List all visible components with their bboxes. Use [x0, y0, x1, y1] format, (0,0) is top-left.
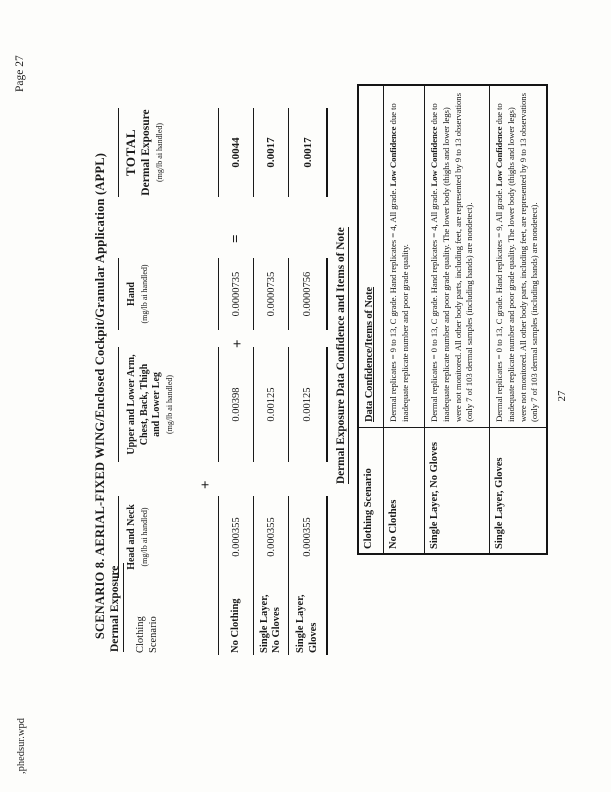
equals-operator: =	[228, 234, 244, 243]
column-header	[118, 496, 218, 578]
page-header: Page 27	[14, 55, 26, 92]
scenario-label-line: Single Layer,	[295, 594, 307, 653]
exposure-value-cell: 0.000355	[218, 496, 253, 578]
scenario-cell: Single Layer, Gloves	[490, 427, 546, 553]
unit-label: (mg/lb ai handled)	[164, 374, 174, 435]
unit-label: (mg/lb ai handled)	[139, 264, 149, 324]
header-line: TOTAL	[123, 128, 138, 177]
scenario-cell: No Clothes	[384, 427, 424, 553]
total-value-cell: 0.0017	[253, 108, 288, 197]
header-line: Scenario	[148, 616, 160, 653]
exposure-value-cell: 0.0000735	[218, 258, 253, 330]
column-header	[118, 108, 218, 197]
file-name-stamp: ,phedsur.wpd	[16, 718, 27, 774]
total-value-cell: 0.0017	[288, 108, 326, 197]
scenario-label-cell	[218, 578, 253, 655]
header-line: Upper and Lower Arm,	[126, 354, 137, 455]
notes-row	[424, 86, 489, 553]
exposure-value-cell: 0.00125	[253, 347, 288, 462]
header-line: and Lower Leg	[151, 372, 162, 437]
note-cell: Dermal replicates = 9 to 13, C grade. Hand replicates = 4, All grade. Low Confidence due to inadequate replicate number and poor grade quality.	[388, 103, 410, 422]
notes-row	[489, 86, 546, 553]
column-upper-lower-body	[118, 347, 328, 462]
header-line: Chest, Back, Thigh	[138, 363, 150, 446]
scenario-cell: Single Layer, No Gloves	[425, 427, 489, 553]
page-number: 27	[556, 390, 568, 402]
unit-label: (mg/lb ai handled)	[154, 122, 164, 183]
document-title: SCENARIO 8. AERIAL-FIXED WING/Enclosed Cockpit/Granular Application (APPL)	[93, 152, 107, 640]
column-clothing-scenario	[118, 578, 328, 655]
scenario-label-line: No Clothing	[229, 598, 241, 653]
plus-operator: +	[198, 480, 214, 489]
header-line: Hand	[126, 282, 137, 306]
column-total-dermal-exposure	[118, 108, 328, 197]
dermal-exposure-table	[118, 98, 328, 655]
exposure-value-cell: 0.00398	[218, 347, 253, 462]
scenario-label-cell	[288, 578, 326, 655]
unit-label: (mg/lb ai handled)	[139, 507, 149, 567]
exposure-value-cell: 0.000355	[253, 496, 288, 578]
column-hand	[118, 258, 328, 330]
scenario-label-line: Single Layer,	[258, 594, 270, 653]
exposure-value-cell: 0.0000735	[253, 258, 288, 330]
scenario-label-line: No Gloves	[271, 607, 282, 653]
exposure-value-cell: 0.00125	[288, 347, 326, 462]
plus-operator: +	[230, 339, 246, 348]
header-line: Head and Neck	[126, 504, 137, 570]
section-label: Dermal Exposure	[109, 563, 124, 652]
scenario-label-cell	[253, 578, 288, 655]
column-head-and-neck	[118, 496, 328, 578]
header-line: Dermal Exposure	[140, 109, 153, 196]
total-value-cell: 0.0044	[218, 108, 253, 197]
header-line: Clothing	[135, 616, 146, 653]
scenario-label-line: Gloves	[307, 622, 319, 653]
column-header	[118, 578, 218, 655]
note-cell: Dermal replicates = 0 to 13, C grade. Hand replicates = 4, All grade. Low Confidence due to inadequate replicate number and poor grade quality. The lower body (thighs and lower legs) were not monitored. All other body parts, including feet, are represented by 9 to 13 observations (only 7 of 103 dermal samples (including hands) are nondetect).	[429, 93, 475, 422]
notes-col1-header: Clothing Scenario	[359, 427, 383, 553]
notes-header-row	[359, 86, 383, 553]
notes-col2-header: Data Confidence/Items of Note	[364, 286, 375, 422]
column-header	[118, 347, 218, 462]
exposure-value-cell: 0.000355	[288, 496, 326, 578]
notes-row	[383, 86, 424, 553]
column-header	[118, 258, 218, 330]
notes-table-title: Dermal Exposure Data Confidence and Items of Note	[335, 227, 347, 484]
data-confidence-table	[357, 84, 548, 555]
note-cell: Dermal replicates = 0 to 13, C grade. Hand replicates = 9, All grade. Low Confidence due to inadequate replicate number and poor grade quality. The lower body (thighs and lower legs) were not monitored. All other body parts, including feet, are represented by 9 to 13 observations (only 7 of 103 dermal samples (including hands) are nondetect).	[494, 93, 540, 422]
exposure-value-cell: 0.0000756	[288, 258, 326, 330]
